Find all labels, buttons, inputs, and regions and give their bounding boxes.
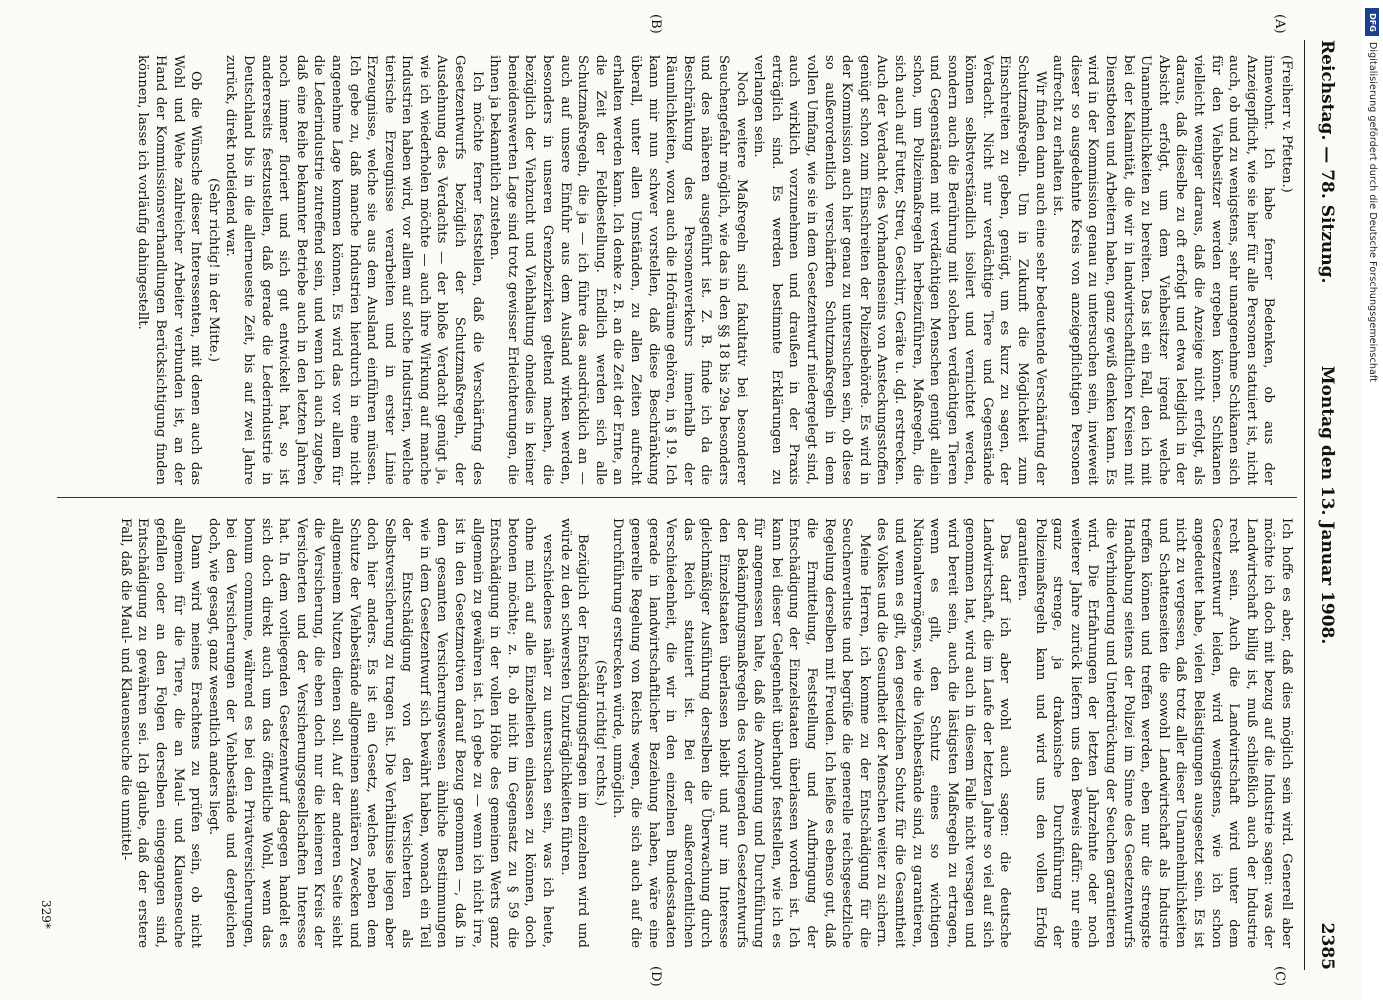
margin-marker-d: (D): [648, 966, 663, 987]
dfg-logo-icon: DFG: [1365, 8, 1379, 36]
left-paragraph: (Freiherr v. Pfetten.): [1279, 55, 1294, 193]
digitization-note: Digitalisierung gefördert durch die Deutsche Forschungsgemeinschaft: [1367, 42, 1378, 382]
page-header: [1305, 40, 1341, 970]
right-paragraph: Ich hoffe es aber, daß dies möglich sein wird. Generell aber möchte ich doch mit bezug auf die Industrie sagen: was der Landwirtschaft billig ist, muß schließlich auch der Industrie recht sein. Auch die Landwirtschaft wird unter dem Gesetzentwurf leiden, wird wenigstens, wie ich schon angedeutet habe, vielen Belästigungen ausgesetzt sein. Es ist nicht zu vergessen, daß trotz aller dieser Unannehmlichkeiten und Schattenseiten die sowohl Landwirtschaft als Industrie treffen können und treffen werden, eben nur die strengste Handhabung seitens der Polizei im Sinne des Gesetzentwurfs die Verhinderung und Unterdrückung der Seuchen garantieren wird. Die Erfahrungen der letzten Jahrzehnte oder noch weiterer Jahre zurück liefern uns den Beweis dafür: nur eine ganz strenge, ja drakonische Durchführung der Polizeimaßregeln kann und wird uns den vollen Erfolg garantieren.: [1015, 518, 1294, 948]
right-paragraph: Das darf ich aber wohl auch sagen: die deutsche Landwirtschaft, die im Laufe der letzten Jahre so viel auf sich genommen hat, wird auch in diesem Falle nicht versagen und wird bereit sein, auch die lästigsten Maßregeln zu ertragen, wenn es gilt, den Schutz eines so wichtigen Nationalvermögens, wie die Viehbestände sind, zu garantieren, und wenn es gilt, den gesetzlichen Schutz für die Gesamtheit des Volkes und die Gesundheit der Menschen weiter zu sichern.: [874, 518, 1013, 948]
left-column: [60, 55, 1295, 485]
margin-marker-a: (A): [1272, 14, 1287, 34]
header-rule: [1304, 40, 1305, 970]
left-paragraph: Wir finden dann auch eine sehr bedeutende Verschärfung der Schutzmaßregeln. Um in Zukunft die Möglichkeit zum Einschreiten zu geben, genügt, um es kurz zu sagen, der Verdacht. Nicht nur verdächtige Tiere und Gegenstände können selbstverständlich isoliert und vernichtet werden, sondern auch die Berührung mit solchen verdächtigen Tieren und Gegenständen mit verdächtigen Menschen genügt allein schon, um Polizeimaßregeln herbeizuführen, Maßregeln, die sich auch auf Futter, Streu, Geschirr, Geräte u. dgl. erstrecken. Auch der Verdacht des Vorhandenseins von Ansteckungsstoffen genügt schon zum Einschreiten der Polizeibehörde. Es wird in der Kommission auch hier genau zu untersuchen sein, ob diese so außerordentlich verschärften Schutzmaßregeln in dem vollen Umfang, wie sie in dem Gesetzentwurf niedergelegt sind, auch wirklich vorzunehmen und draußen in der Praxis erträglich sind. Es werden bestimmte Erklärungen zu verlangen sein.: [751, 55, 1048, 485]
right-paragraph: Meine Herren, ich komme zu der Entschädigung für die Seuchenverluste und begrüße die generelle reichsgesetzliche Regelung derselben mit Freuden. Ich heiße es ebenso gut, daß die Ermittelung, Feststellung und Aufbringung der Entschädigung der Einzelstaaten überlassen worden ist. Ich kann bei dieser Gelegenheit überhaupt feststellen, wie ich es für angemessen halte, daß die Anordnung und Durchführung der Bekämpfungsmaßregeln des vorliegenden Gesetzentwurfs den Einzelstaaten überlassen bleibt und nur im Interesse gleichmäßiger Ausführung derselben die Überwachung durch das Reich statuiert ist. Bei der außerordentlichen Verschiedenheit, die wir in den einzelnen Bundesstaaten gerade in landwirtschaftlicher Beziehung haben, wäre eine generelle Regelung von Reichs wegen, die sich auch auf die Durchführung erstrecken würde, unmöglich.: [610, 518, 872, 948]
column-rule: [57, 497, 1297, 498]
margin-marker-b: (B): [648, 14, 663, 34]
right-interjection: (Sehr richtig! rechts.): [592, 659, 608, 807]
left-interjection: (Sehr richtig! in der Mitte.): [205, 178, 221, 362]
page-number: 2385: [1317, 922, 1337, 970]
right-paragraph: Dann wird meines Erachtens zu prüfen sein, ob nicht allgemein für die Tiere, die an Maul- und Klauenseuche gefallen oder an den Folgen derselben eingegangen sind, Entschädigung zu gewähren sei. Ich glaube, daß der erstere Fall, daß die Maul- und Klauenseuche die unmittel-: [117, 518, 204, 948]
right-column: [60, 518, 1295, 948]
sheet-number: 329*: [39, 900, 53, 929]
header-date: Montag den 13. Januar 1908.: [1317, 365, 1337, 645]
right-paragraph: verschiedenes näher zu untersuchen sein, was ich heute, ohne mich auf alle Einzelheiten einlassen zu können, doch betonen möchte; z. B. ob nicht im Gegensatz zu § 59 die Entschädigung in der vollen Höhe des gemeinen Werts ganz allgemein zu gewähren ist. Ich gebe zu — wenn ich nicht irre, ist in den Gesetzmotiven darauf Bezug genommen —, daß in dem gesamten Versicherungswesen ähnliche Bestimmungen wie in dem Gesetzentwurf sich bewährt haben, wonach ein Teil der Entschädigung von den Versicherten als Selbstversicherung zu tragen ist. Die Verhältnisse liegen aber doch hier anders. Es ist ein Gesetz, welches neben dem Schutze der Viehbestände allgemeinen sanitären Zwecken und allgemeinem Nutzen dienen soll. Auf der anderen Seite sieht die Versicherung, die eben doch nur die kleineren Kreis der Versicherten und der Versicherungsgesellschaften Interesse hat. In dem vorliegenden Gesetzentwurf dagegen handelt es sich doch direkt auch um das öffentliche Wohl, wenn das bonum commune, während es bei den Privatversicherungen, bei den Versicherungen der Viehbestände und dergleichen doch, wie gesagt, ganz wesentlich anders liegt.: [205, 518, 556, 948]
digitization-strip: [1361, 0, 1383, 1000]
left-paragraph: Noch weitere Maßregeln sind fakultativ bei besonderer Seuchengefahr möglich, wie das in den §§ 18 bis 29a besonders und des näheren ausgeführt ist. Z. B. finde ich da die Beschränkung des Personenverkehrs innerhalb der Räumlichkeiten, wozu auch die Hofräume gehören, in § 19. Ich kann mir nun schwer vorstellen, daß diese Beschränkung überall, unter allen Umständen, zu allen Zeiten aufrecht erhalten werden kann. Ich denke z. B. an die Zeit der Ernte, an die Zeit der Feldbestellung. Endlich werden sich alle Schutzmaßregeln, die ja — ich führe das ausdrücklich an — auch auf unsere Einfuhr aus dem Ausland wirken werden, besonders in unseren Grenzbezirken geltend machen, die bezüglich der Viehzucht und Viehhaltung ohnedies in keiner beneidenswerten Lage sind trotz gewisser Erleichterungen, die ihnen ja bekanntlich zustehen.: [487, 55, 749, 485]
left-paragraph: Ob die Wünsche dieser Interessenten, mit denen auch das Wohl und Wehe zahlreicher Arbeiter verbunden ist, an der Hand der Kommissionsverhandlungen Berücksichtigung finden können, lasse ich vorläufig dahingestellt.: [135, 55, 204, 485]
right-paragraph: Bezüglich der Entschädigungsfragen im einzelnen wird und würde zu den schwersten Unzuträglichkeiten führen.: [557, 518, 591, 948]
left-paragraph: innewohnt. Ich habe ferner Bedenken, ob aus der Anzeigepflicht, wie sie hier für alle Personen statuiert ist, nicht auch, ob und zu wenigstens, sehr unangenehme Schikanen sich für den Viehbesitzer werden ergeben können. Schikanen vielleicht weniger daraus, daß die Anzeige nicht erfolgt, als daraus, daß dieselbe zu oft erfolgt und etwa lediglich in der Absicht erfolgt, um dem Viehbesitzer irgend welche Unannehmlichkeiten zu bereiten. Das ist ein Fall, den ich mit bei der Kalamität, die wir in landwirtschaftlichen Kreisen mit Dienstboten und Arbeitern haben, ganz gewiß denken kann. Es wird in der Kommission genau zu untersuchen sein, inwieweit dieser so ausgedehnte Kreis von anzeigepflichtigen Personen aufrecht zu erhalten ist.: [1050, 55, 1277, 485]
margin-marker-c: (C): [1272, 966, 1287, 987]
left-paragraph: Ich möchte ferner feststellen, daß die Verschärfung des Gesetzentwurfs bezüglich der Schutzmaßregeln, der Ausdehnung des Verdachts — der bloße Verdacht genügt ja, wie ich wiederholen möchte — auch ihre Wirkung auf manche Industrien haben wird, vor allem auf solche Industrien, welche tierische Erzeugnisse verarbeiten und in erster Linie Erzeugnisse, welche sie aus dem Ausland einführen müssen. Ich gebe zu, daß manche Industrien hierdurch in eine nicht angenehme Lage kommen können. Es wird das vor allem für die Lederindustrie zutreffend sein, und wenn ich auch zugebe, daß eine Reihe bekannter Betriebe auch in den letzten Jahren noch immer floriert und sich gut entwickelt hat, so ist andererseits festzustellen, daß gerade die Lederindustrie in Deutschland bis in die allerneueste Zeit, bis auf zwei Jahre zurück, direkt notleidend war.: [223, 55, 485, 485]
header-left: Reichstag. — 78. Sitzung.: [1317, 40, 1337, 284]
